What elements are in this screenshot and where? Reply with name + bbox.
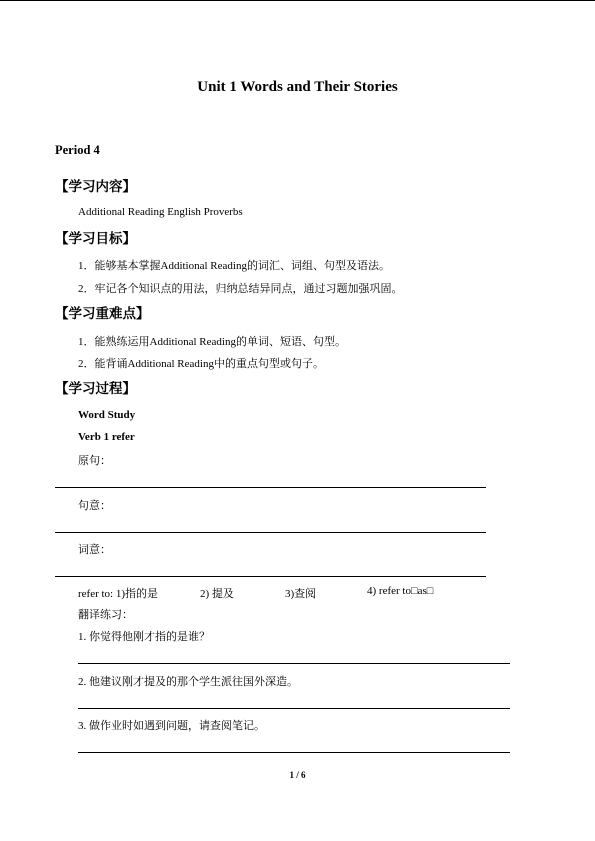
verb-label: Verb 1 refer [78,431,135,443]
goal-item: 2．牢记各个知识点的用法，归纳总结异同点，通过习题加强巩固。 [78,283,403,295]
exercise-item: 2. 他建议刚才提及的那个学生派往国外深造。 [78,676,298,688]
page-number: 1 / 6 [289,770,306,780]
word-study-label: Word Study [78,409,136,421]
answer-line [55,532,486,533]
answer-line [78,752,510,753]
section-heading-process: 【学习过程】 [55,381,136,397]
content-text: Additional Reading English Proverbs [78,206,243,218]
answer-line [78,663,510,664]
original-sentence-label: 原句： [78,455,111,467]
document-title: Unit 1 Words and Their Stories [197,79,398,95]
answer-line [55,487,486,488]
goal-item: 1．能够基本掌握Additional Reading的词汇、词组、句型及语法。 [78,260,390,272]
usage-2: 2) 提及 [200,588,234,600]
period-label: Period 4 [55,143,100,157]
word-meaning-label: 词意： [78,544,111,556]
usage-3: 3)查阅 [285,588,317,600]
key-point-item: 2．能背诵Additional Reading中的重点句型或句子。 [78,358,324,370]
usage-1: refer to: 1)指的是 [78,588,159,600]
sentence-meaning-label: 句意： [78,500,111,512]
translation-practice-label: 翻译练习： [78,609,133,621]
exercise-item: 1. 你觉得他刚才指的是谁？ [78,631,210,643]
usage-4: 4) refer to□as□ [367,585,434,597]
answer-line [78,708,510,709]
section-heading-content: 【学习内容】 [55,179,136,195]
page-top-border [0,0,595,1]
key-point-item: 1．能熟练运用Additional Reading的单词、短语、句型。 [78,336,346,348]
section-heading-goals: 【学习目标】 [55,231,136,247]
section-heading-key-points: 【学习重难点】 [55,306,150,322]
answer-line [55,576,486,577]
exercise-item: 3. 做作业时如遇到问题，请查阅笔记。 [78,720,265,732]
